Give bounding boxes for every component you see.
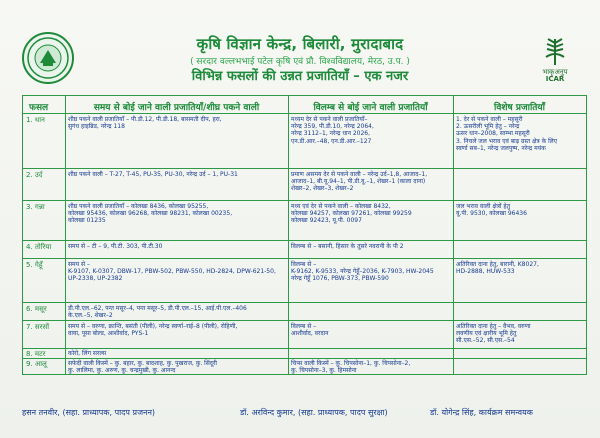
table-row: [23, 358, 586, 375]
special-varieties: 1. देर से पकने वाली – महसूरी 2. ऊसरीली भूमि हेतु – नरेन्द्र ऊसर धान–2008, साम्भा महसूरी 3. निचले जल भराव एवं बाढ़ ग्रस्त क्षेत्र के लिए स्वर्णा सब–1, नरेन्द्र जलपुष्प, नरेन्द्र मयंक: [456, 116, 558, 152]
special-varieties: [453, 303, 586, 321]
footer-center-signature: डॉ. अरविन्द कुमार, (सहा. प्राध्यापक, पादप सुरक्षा): [240, 408, 388, 417]
crop-name: 2. उर्द: [26, 171, 43, 179]
page-title: कृषि विज्ञान केन्द्र, बिलारी, मुरादाबाद: [196, 35, 404, 53]
table-row: [23, 200, 586, 241]
table-row: [23, 320, 586, 349]
timely-varieties: समय से – वरुणा, क्रान्ति, बसंती (पीली), नरेन्द्र स्वर्णा–राई–8 (पीली), रोहिणी, वाया, पूसा बोल्ड, आशीर्वाद, PYS-1: [68, 323, 238, 338]
timely-varieties: समय से – K-9107, K-0307, DBW-17, PBW-502, PBW-550, HD-2824, DPW-621-50, UP-2338, UP-2382: [68, 261, 276, 283]
crop-name: 7. सरसों: [26, 323, 50, 331]
table-row: [23, 240, 586, 259]
header-special: विशेष प्रजातियाँ: [494, 103, 545, 113]
timely-varieties: सफेदी वाली किस्में – कु. बहार, कु. बादशाह, कु. पुखराज, कु. सिंदूरी कु. लालिमा, कु. अरुण, कु. चन्द्रमुखी, कु. आनन्द: [68, 360, 217, 375]
crop-name: 4. तोरिया: [26, 243, 52, 251]
special-varieties: [453, 169, 586, 201]
timely-varieties: शीघ्र पकने वाली प्रजातियाँ – पी.डी.12, पी.डी.18, बासमती दीप, हरा, सुगंध हाइब्रिड, नरेन्द्र 118: [68, 116, 222, 131]
special-varieties: अतिरिक्त दाना हेतु, बारानी, K8027, HD-2888, HUW-533: [456, 261, 539, 276]
header-timely: समय से बोई जाने वाली प्रजातियाँ/शीघ्र पकने वाली: [93, 103, 260, 113]
timely-varieties: शीघ्र पकने वाली प्रजातियाँ – कोलखा 8436, कोलखा 95255, कोलखा 95436, कोलखा 96268, कोलखा 98231, कोलखा 00235, कोलखा 01235: [68, 203, 233, 225]
icar-logo-text-en: ICAR: [545, 75, 565, 83]
university-logo-icon: [22, 32, 74, 84]
special-varieties: [453, 241, 586, 259]
late-varieties: विलम्ब से – आशीर्वाद, वरदान: [291, 323, 329, 338]
table-row: [23, 302, 586, 321]
header-late: विलम्ब से बोई जाने वाली प्रजातियाँ: [313, 103, 428, 113]
page-heading: विभिन्न फसलों की उन्नत प्रजातियाँ – एक नजर: [191, 69, 409, 84]
varieties-table: [22, 95, 587, 375]
special-varieties: जल भराव वाली क्षेत्रों हेतु यू.पी. 9530, कोलखा 96436: [456, 203, 527, 218]
crop-name: 9. आलू: [26, 360, 47, 368]
crop-name: 8. मटर: [26, 350, 46, 358]
timely-varieties: समय से – टी – 9, पी.टी. 303, पी.टी.30: [68, 243, 163, 250]
crop-name: 3. गन्ना: [26, 203, 45, 211]
late-varieties: चिप्स वाली किस्में – कु. चिपसोना–1, कु. चिपसोना–2, कु. चिपसोना–3, कु. हिमसोना: [291, 360, 411, 375]
table-row: [23, 113, 586, 169]
late-varieties: मध्य एवं देर से पकने वाली – कोलखा 8432, कोलखा 94257, कोलखा 97261, कोलखा 99259 कोलखा 92423, यू.पी. 0097: [291, 203, 412, 225]
timely-varieties: डी.पी.एल.–62, पन्त मसूर–4, पन्त मसूर–5, डी.पी.एल.–15, आई.पी.एल.–406 के.एल.–5, शेखर–2: [68, 305, 247, 320]
footer-right-signature: डॉ. योगेन्द्र सिंह, कार्यक्रम समन्वयक: [430, 408, 533, 417]
table-row: [23, 258, 586, 303]
table-header-row: [23, 96, 586, 113]
timely-varieties: कोरो, लिंग सरल्स: [68, 350, 107, 357]
late-varieties: मध्यम देर से पकने वाली प्रजातियाँ– नरेन्द्र 359, पी.डी.10, नरेन्द्र 2064, नरेन्द्र 3112–1, नरेन्द्र धान 2026, एन.डी.आर.–48, एन.डी.आर.–127: [291, 116, 374, 145]
icar-logo-icon: [535, 33, 575, 89]
table-row: [23, 168, 586, 201]
late-varieties: प्रमाण असमय देर से पकने वाली – नरेन्द्र उर्द–1,8, आजाद–1, आजाद–1, बी.यू.94–1, पी.डी.यू.–1, शेखर–1 (काला दाना) शेखर–2, शेखर–3, शेखर–2: [291, 171, 428, 193]
icar-logo-text: भाकृअनुप: [542, 68, 568, 76]
footer-left-signature: हसन तनवीर, (सहा. प्राध्यापक, पादप प्रजनन): [22, 408, 156, 417]
late-varieties: विलम्ब से – K-9162, K-9533, नरेन्द्र गेहूँ–2036, K-7903, HW-2045 नरेन्द्र गेहूँ 1076, PBW-373, PBW-590: [291, 261, 434, 283]
late-varieties: [288, 303, 453, 321]
crop-name: 6. मसूर: [26, 305, 47, 313]
header-crop: फसल: [29, 103, 49, 113]
page-subtitle: ( सरदार वल्लभभाई पटेल कृषि एवं प्रौ. विश्वविद्यालय, मेरठ, उ.प. ): [190, 57, 410, 67]
late-varieties: विलम्ब से – बसानी, हिसार के तूसरे नवरानी के पी 2: [291, 243, 404, 250]
special-varieties: अतिरिक्त दाना हेतु – वैभव, वरुणा लवणीय एवं क्षारीय भूमि हेतु सी.एस.–52, सी.एस.–54: [456, 323, 531, 345]
timely-varieties: शीघ्र पकने वाली – T-27, T-45, PU-35, PU-30, नरेन्द्र उर्द – 1, PU-31: [68, 171, 238, 178]
special-varieties: [453, 359, 586, 375]
crop-name: 5. गेहूँ: [26, 261, 43, 269]
crop-name: 1. धान: [26, 116, 45, 124]
